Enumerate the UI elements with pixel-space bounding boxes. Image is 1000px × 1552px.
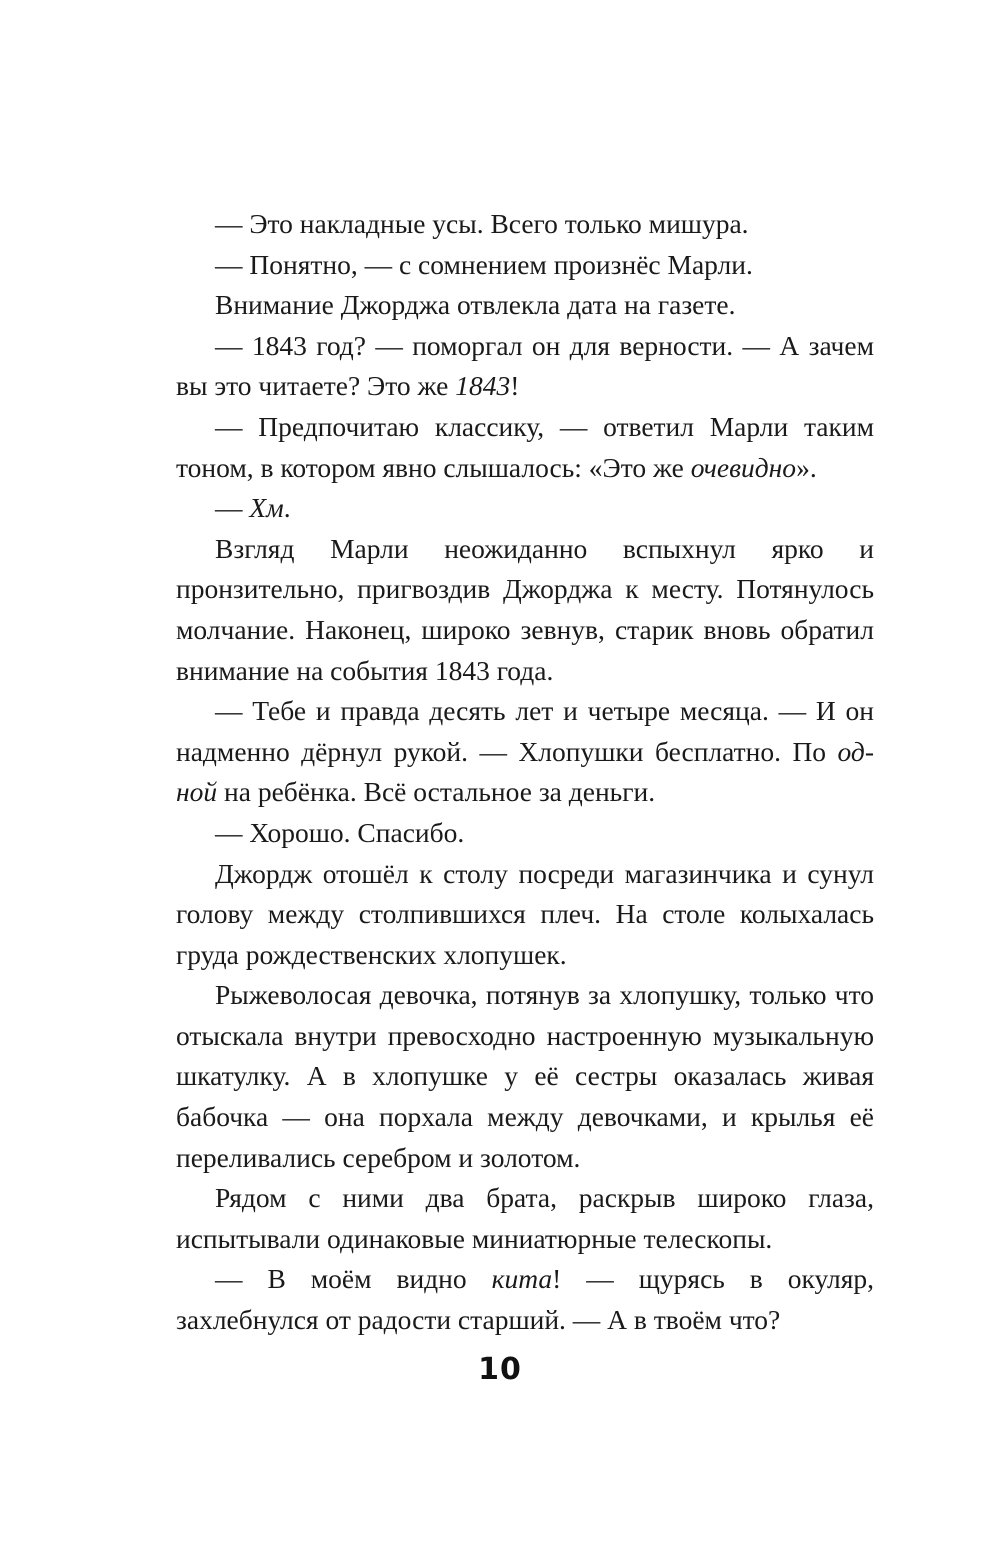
paragraph-12: Рядом с ними два брата, раскрыв широко глаза, испытывали одинаковые миниатюрные телескопы. (176, 1182, 874, 1254)
paragraph-6: — Хм. (215, 492, 291, 524)
paragraph-5: — Предпочитаю классику, — ответил Марли таким тоном, в котором явно слышалось: «Это же очевидно». (176, 410, 874, 483)
italic-obvious: очевидно (690, 451, 797, 483)
paragraph-11: Рыжеволосая девочка, потянув за хлопушку, только что отыскала внутри превосходно настроенную музыкальную шкатулку. А в хлопушке у её сестры оказалась живая бабочка — она порхала между девочками, и крылья её переливались серебром и золотом. (176, 979, 874, 1173)
italic-hm: Хм (249, 492, 284, 524)
italic-whale: кита (491, 1263, 553, 1295)
paragraph-4: — 1843 год? — поморгал он для верности. — А зачем вы это читаете? Это же 1843! (176, 329, 874, 402)
paragraph-1: — Это накладные усы. Всего только мишура. (215, 208, 749, 239)
paragraph-3: Внимание Джорджа отвлекла дата на газете. (215, 289, 736, 321)
italic-one-part2: ной (176, 776, 218, 808)
paragraph-10: Джордж отошёл к столу посреди магазинчика и сунул голову между столпившихся плеч. На столе колыхалась груда рождественских хлопушек. (176, 857, 874, 970)
paragraph-7: Взгляд Марли неожиданно вспыхнул ярко и пронзительно, пригвоздив Джорджа к месту. Потянулось молчание. Наконец, широко зевнув, старик вновь обратил внимание на события 1843 года. (176, 532, 874, 686)
italic-year: 1843 (455, 370, 511, 402)
paragraph-13: — В моём видно кита! — щурясь в окуляр, захлебнулся от радости старший. — А в твоём что? (176, 1263, 874, 1336)
paragraph-2: — Понятно, — с сомнением произнёс Марли. (215, 248, 753, 280)
body-text (176, 204, 874, 1341)
italic-one-part1: од- (837, 735, 874, 767)
page-number: 10 (478, 1352, 522, 1387)
paragraph-9: — Хорошо. Спасибо. (215, 816, 465, 848)
paragraph-8: — Тебе и правда десять лет и четыре месяца. — И он надменно дёрнул рукой. — Хлопушки бесплатно. По од-ной на ребёнка. Всё остальное за деньги. (176, 695, 874, 808)
